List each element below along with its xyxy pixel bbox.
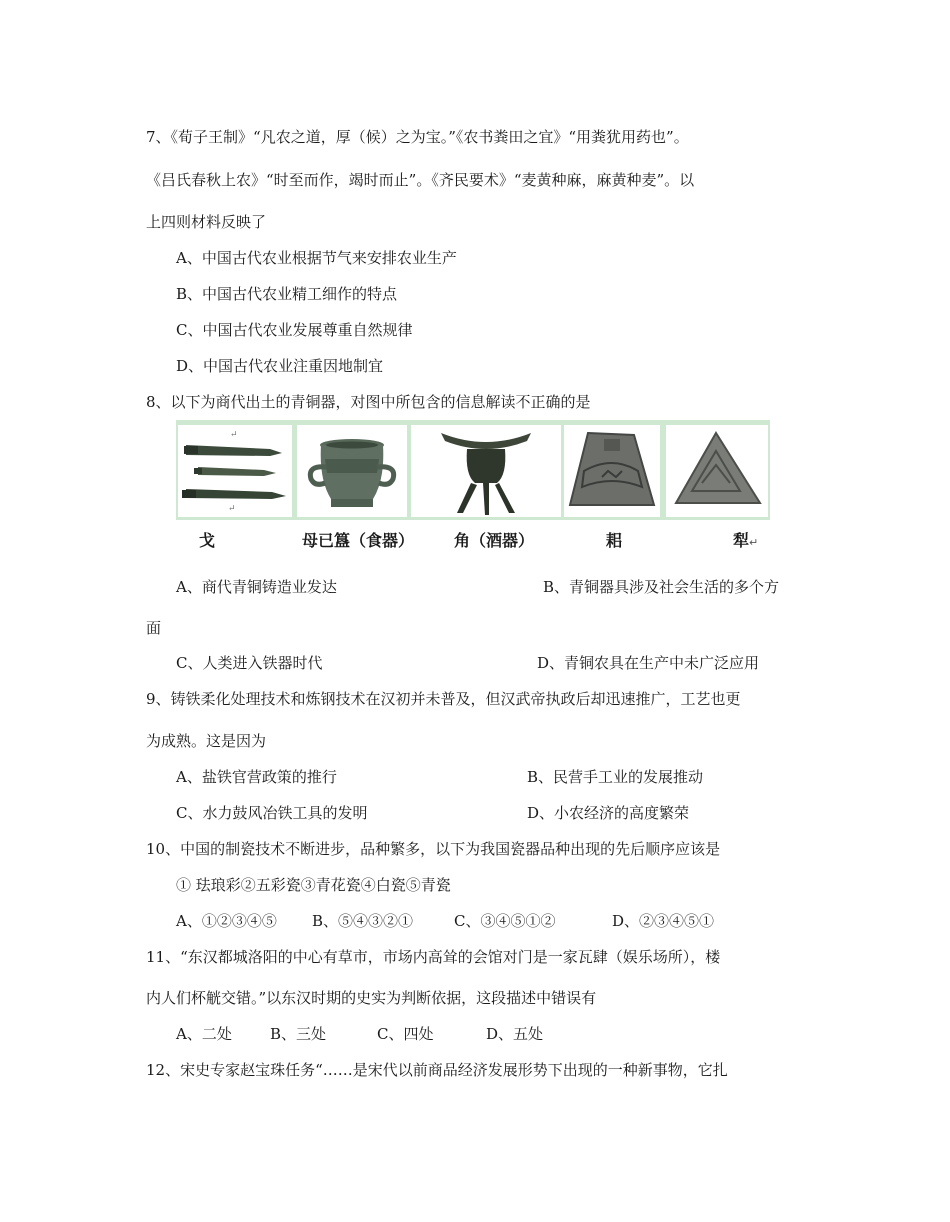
q7-line-3: 上四则材料反映了 bbox=[146, 213, 267, 231]
q10-option-c: C、③④⑤①② bbox=[454, 912, 556, 930]
q9-option-d: D、小农经济的高度繁荣 bbox=[527, 804, 690, 822]
q10-items: ① 珐琅彩②五彩瓷③青花瓷④白瓷⑤青瓷 bbox=[176, 876, 451, 894]
q9-option-c: C、水力鼓风冶铁工具的发明 bbox=[176, 804, 368, 822]
caption-ge: 戈 bbox=[199, 531, 216, 550]
si-spade-image bbox=[564, 425, 660, 517]
q10-option-b: B、⑤④③②① bbox=[312, 912, 414, 930]
q8-option-b-continued: 面 bbox=[146, 619, 162, 637]
q8-stem: 8、以下为商代出土的青铜器，对图中所包含的信息解读不正确的是 bbox=[146, 393, 591, 411]
q7-line-2: 《吕氏春秋上农》“时至而作，竭时而止”。《齐民要术》“麦黄种麻，麻黄种麦”。以 bbox=[146, 171, 695, 189]
caption-gui: 母已簋（食器） bbox=[302, 531, 415, 550]
q9-line-2: 为成熟。这是因为 bbox=[146, 732, 267, 750]
q7-line-1: 7、《荀子王制》“凡农之道，厚（候）之为宝。”《农书粪田之宜》“用粪犹用药也”。 bbox=[146, 128, 689, 146]
gui-vessel-image bbox=[297, 425, 407, 517]
q11-option-b: B、三处 bbox=[270, 1025, 327, 1043]
caption-si: 耜 bbox=[606, 531, 623, 550]
ge-image bbox=[178, 425, 292, 517]
svg-text:↵: ↵ bbox=[230, 430, 238, 440]
q11-line-2: 内人们杯觥交错。”以东汉时期的史实为判断依据，这段描述中错误有 bbox=[146, 989, 597, 1007]
q8-option-b: B、青铜器具涉及社会生活的多个方 bbox=[543, 578, 780, 596]
q10-option-d: D、②③④⑤① bbox=[612, 912, 715, 930]
q11-option-c: C、四处 bbox=[377, 1025, 434, 1043]
q7-option-a: A、中国古代农业根据节气来安排农业生产 bbox=[176, 249, 457, 267]
q11-line-1: 11、“东汉都城洛阳的中心有草市，市场内高耸的会馆对门是一家瓦肆（娱乐场所），楼 bbox=[146, 948, 721, 966]
q9-option-b: B、民营手工业的发展推动 bbox=[527, 768, 704, 786]
li-plough-image bbox=[666, 425, 768, 517]
svg-text:↵: ↵ bbox=[228, 504, 236, 514]
q7-option-b: B、中国古代农业精工细作的特点 bbox=[176, 285, 398, 303]
return-mark: ↵ bbox=[749, 536, 759, 549]
caption-jue: 角（酒器） bbox=[454, 531, 535, 550]
q11-option-d: D、五处 bbox=[486, 1025, 544, 1043]
q9-option-a: A、盐铁官营政策的推行 bbox=[176, 768, 337, 786]
jue-vessel-image bbox=[411, 425, 561, 517]
q12-line-1: 12、宋史专家赵宝珠任务“……是宋代以前商品经济发展形势下出现的一种新事物，它扎 bbox=[146, 1061, 728, 1079]
q10-option-a: A、①②③④⑤ bbox=[176, 912, 277, 930]
q11-option-a: A、二处 bbox=[176, 1025, 232, 1043]
q9-line-1: 9、铸铁柔化处理技术和炼钢技术在汉初并未普及，但汉武帝执政后却迅速推广，工艺也更 bbox=[146, 690, 741, 708]
q10-stem: 10、中国的制瓷技术不断进步，品种繁多，以下为我国瓷器品种出现的先后顺序应该是 bbox=[146, 840, 721, 858]
q8-option-a: A、商代青铜铸造业发达 bbox=[176, 578, 337, 596]
q7-option-d: D、中国古代农业注重因地制宜 bbox=[176, 357, 384, 375]
q8-option-c: C、人类进入铁器时代 bbox=[176, 654, 323, 672]
caption-li bbox=[733, 528, 758, 551]
q7-option-c: C、中国古代农业发展尊重自然规律 bbox=[176, 321, 413, 339]
q8-option-d: D、青铜农具在生产中未广泛应用 bbox=[537, 654, 760, 672]
caption-li-text: 犁 bbox=[733, 531, 750, 550]
